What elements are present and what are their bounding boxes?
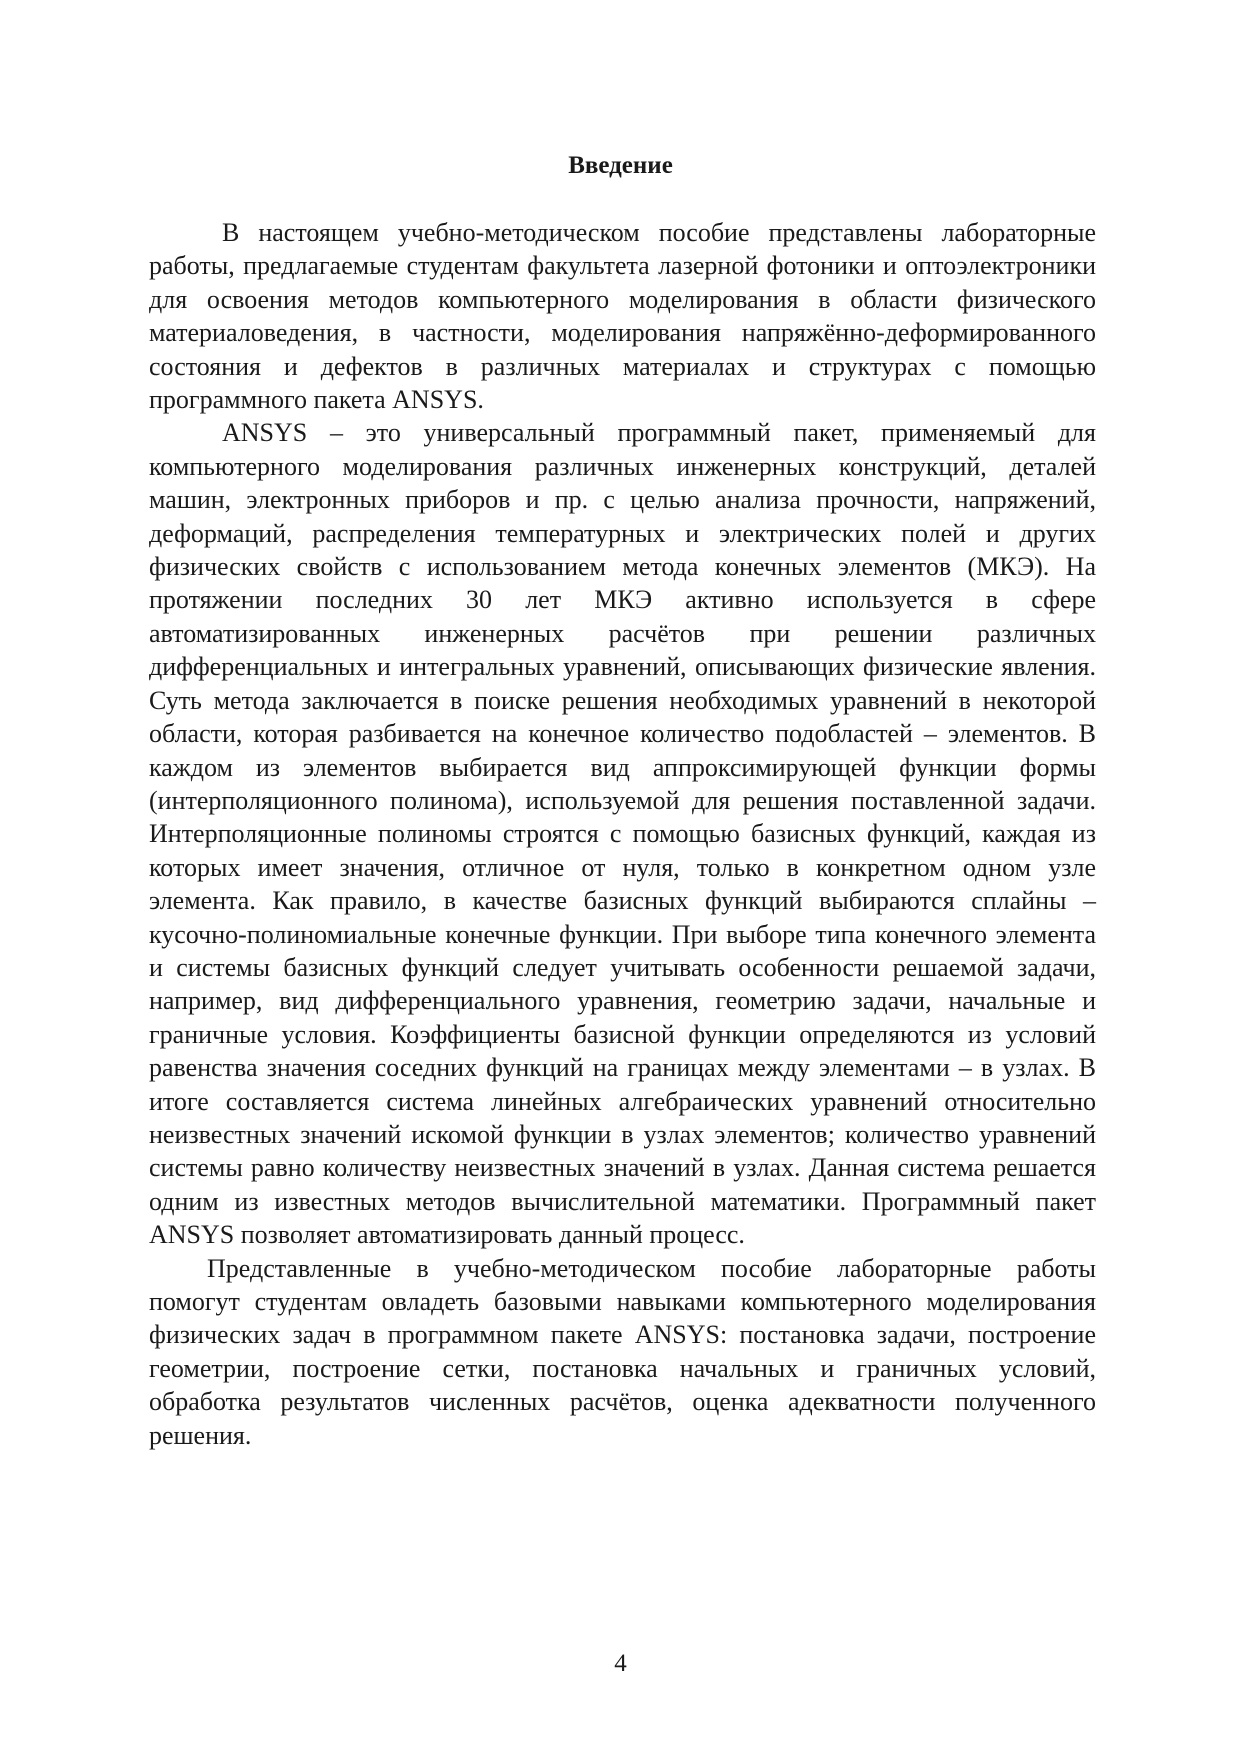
paragraph-intro: В настоящем учебно-методическом пособие представлены лабораторные работы, предлагаемые студентам факультета лазерной фотоники и оптоэлектроники для освоения методов компьютерного моделирования в области физического материаловедения, в частности, моделирования напряжённо-деформированного состояния и дефектов в различных материалах и структурах с помощью программного пакета ANSYS. xyxy=(149,218,1096,415)
paragraph-lab-works: Представленные в учебно-методическом пособие лабораторные работы помогут студентам овладеть базовыми навыками компьютерного моделирования физических задач в программном пакете ANSYS: постановка задачи, построение геометрии, построение сетки, постановка начальных и граничных условий, обработка результатов численных расчётов, оценка адекватности полученного решения. xyxy=(149,1253,1096,1450)
body-text xyxy=(149,216,1096,1452)
page-number: 4 xyxy=(614,1650,627,1677)
section-title: Введение xyxy=(568,152,673,179)
paragraph-ansys-description: ANSYS – это универсальный программный пакет, применяемый для компьютерного моделирования различных инженерных конструкций, деталей машин, электронных приборов и пр. с целью анализа прочности, напряжений, деформаций, распределения температурных и электрических полей и других физических свойств с использованием метода конечных элементов (МКЭ). На протяжении последних 30 лет МКЭ активно используется в сфере автоматизированных инженерных расчётов при решении различных дифференциальных и интегральных уравнений, описывающих физические явления. Суть метода заключается в поиске решения необходимых уравнений в некоторой области, которая разбивается на конечное количество подобластей – элементов. В каждом из элементов выбирается вид аппроксимирующей функции формы (интерполяционного полинома), используемой для решения поставленной задачи. Интерполяционные полиномы строятся с помощью базисных функций, каждая из которых имеет значения, отличное от нуля, только в конкретном одном узле элемента. Как правило, в качестве базисных функций выбираются сплайны – кусочно-полиномиальные конечные функции. При выборе типа конечного элемента и системы базисных функций следует учитывать особенности решаемой задачи, например, вид дифференциального уравнения, геометрию задачи, начальные и граничные условия. Коэффициенты базисной функции определяются из условий равенства значения соседних функций на границах между элементами – в узлах. В итоге составляется система линейных алгебраических уравнений относительно неизвестных значений искомой функции в узлах элементов; количество уравнений системы равно количеству неизвестных значений в узлах. Данная система решается одним из известных методов вычислительной математики. Программный пакет ANSYS позволяет автоматизировать данный процесс. xyxy=(149,418,1096,1250)
